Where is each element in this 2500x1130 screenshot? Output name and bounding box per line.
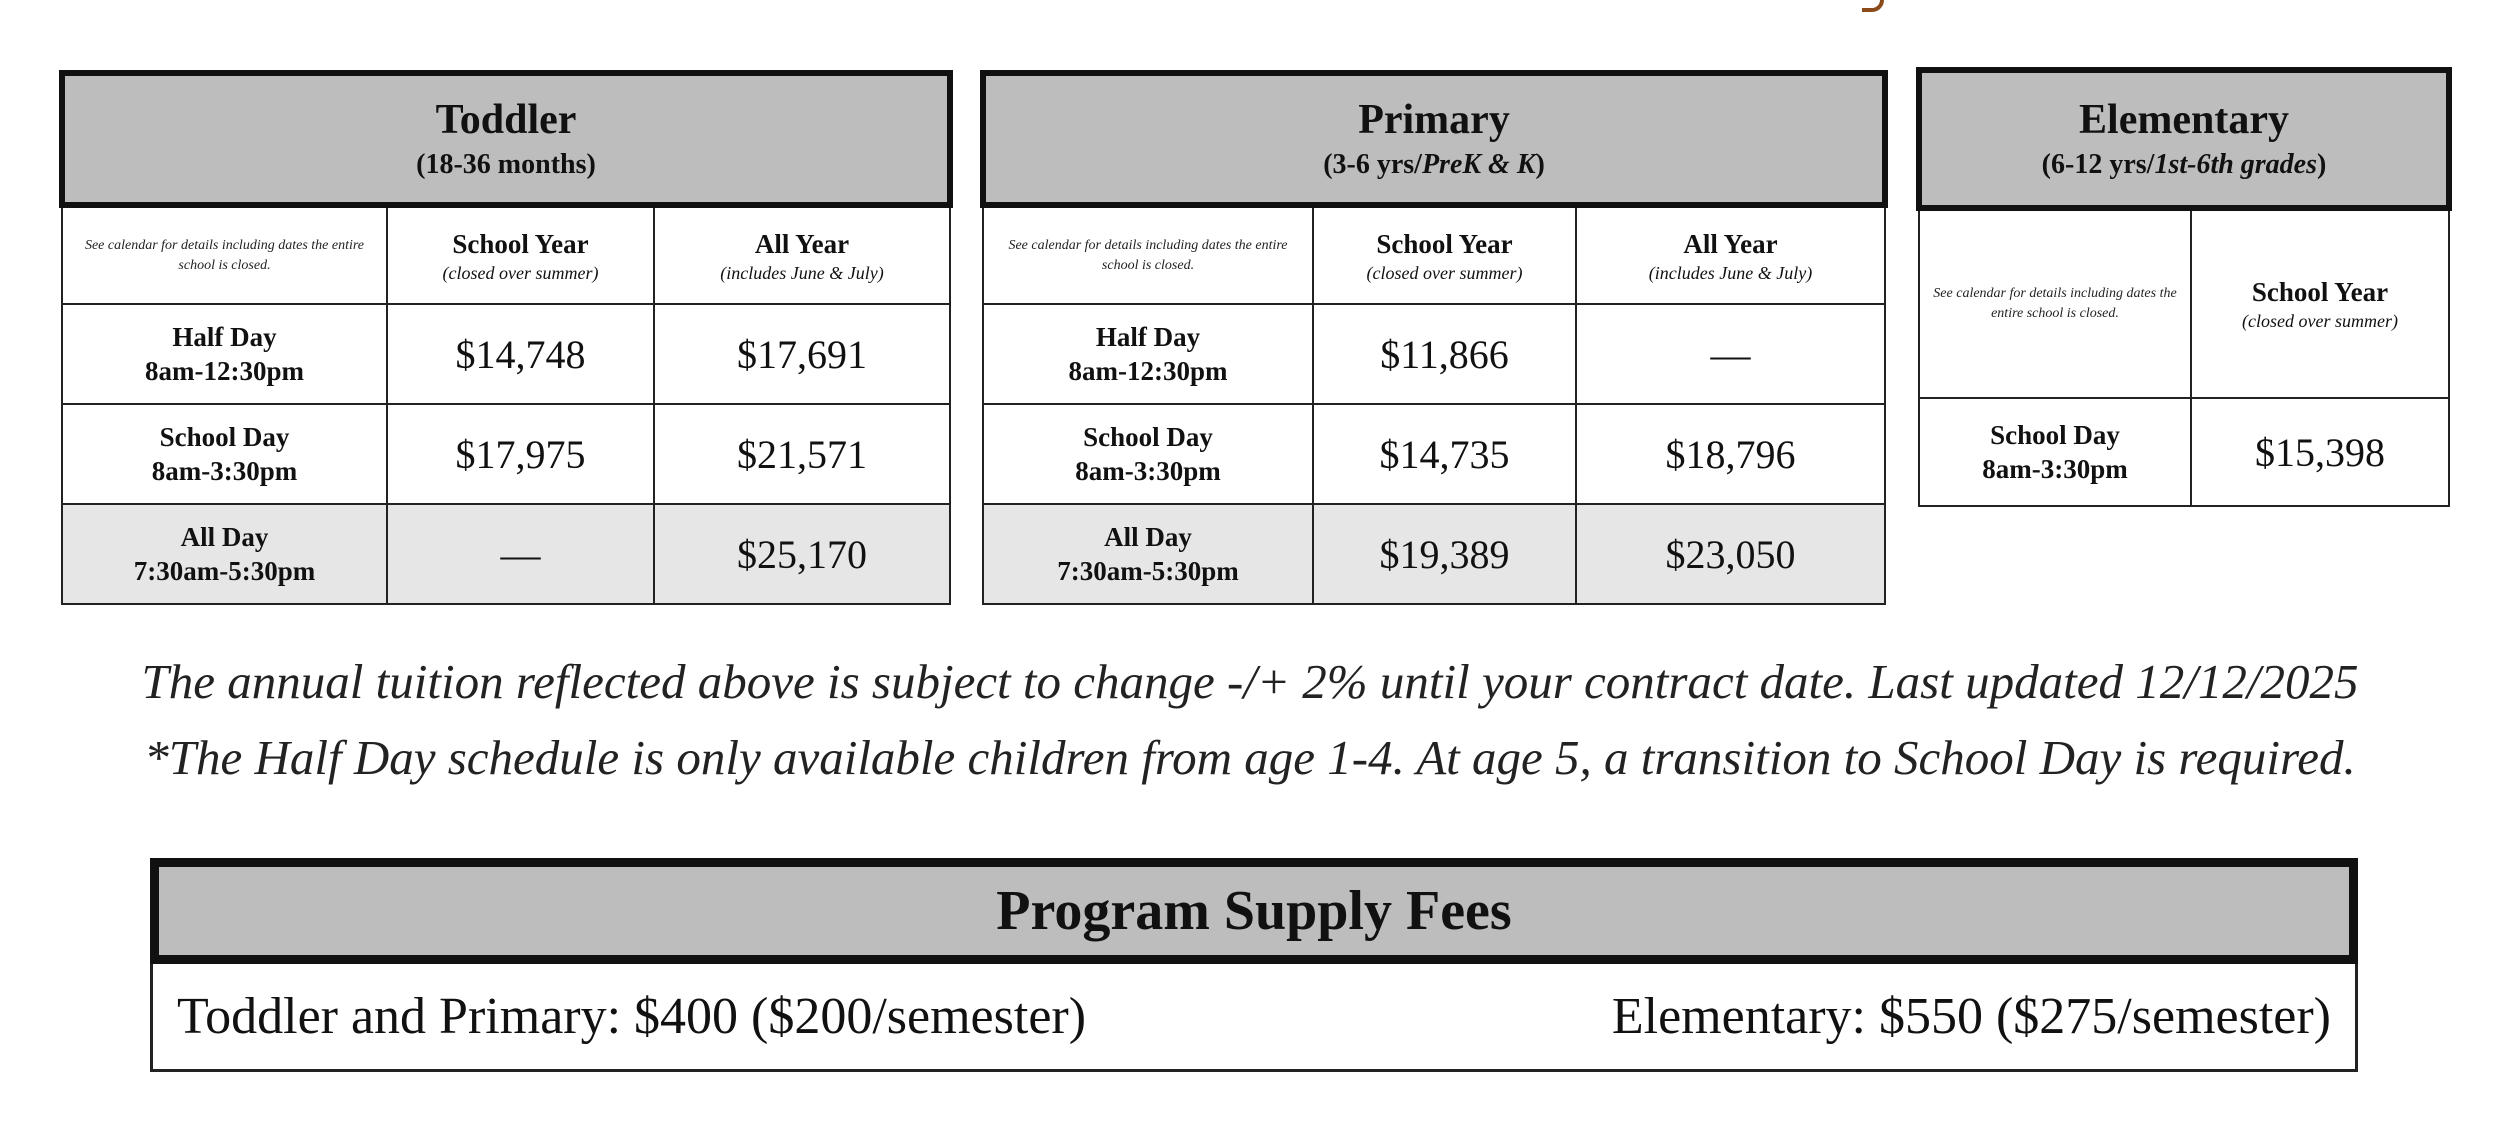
primary-title: Primary: [1358, 97, 1510, 143]
price-cell: $23,050: [1576, 504, 1885, 604]
price-cell: $18,796: [1576, 404, 1885, 504]
price-cell: $17,691: [654, 304, 950, 404]
program-supply-fees-title: Program Supply Fees: [150, 858, 2358, 964]
tuition-change-note: The annual tuition reflected above is subject to change -/+ 2% until your contract date. Last updated 12/12/2025: [141, 654, 2359, 709]
toddler-header: [62, 73, 950, 205]
elementary-tuition-table: [1916, 67, 2452, 507]
table-row: [62, 404, 950, 504]
elementary-subtitle: (6-12 yrs/1st-6th grades): [2041, 149, 2327, 180]
price-cell: $21,571: [654, 404, 950, 504]
toddler-primary-fee: Toddler and Primary: $400 ($200/semester): [177, 988, 1087, 1045]
calendar-note: See calendar for details including dates the entire school is closed.: [1919, 208, 2191, 398]
price-cell: $14,735: [1313, 404, 1576, 504]
table-row: [983, 304, 1885, 404]
column-header-school-year: School Year (closed over summer): [2191, 208, 2449, 398]
row-label-school-day: School Day 8am-3:30pm: [1919, 398, 2191, 506]
decorative-corner-mark: [1862, 0, 1884, 12]
half-day-note: *The Half Day schedule is only available children from age 1-4. At age 5, a transition to School Day is required.: [144, 730, 2356, 785]
row-label-half-day: Half Day 8am-12:30pm: [62, 304, 387, 404]
row-label-school-day: School Day 8am-3:30pm: [62, 404, 387, 504]
program-supply-fees-body: [150, 964, 2358, 1072]
row-label-half-day: Half Day 8am-12:30pm: [983, 304, 1313, 404]
elementary-title: Elementary: [2079, 97, 2289, 143]
table-row: [62, 304, 950, 404]
price-cell: —: [1576, 304, 1885, 404]
program-supply-fees-box: [150, 858, 2358, 1072]
calendar-note: See calendar for details including dates the entire school is closed.: [983, 205, 1313, 304]
table-row: [62, 504, 950, 604]
price-cell: $19,389: [1313, 504, 1576, 604]
column-header-school-year: School Year (closed over summer): [1313, 205, 1576, 304]
price-cell: —: [387, 504, 654, 604]
table-row: [1919, 398, 2449, 506]
price-cell: $17,975: [387, 404, 654, 504]
primary-header: [983, 73, 1885, 205]
calendar-note: See calendar for details including dates the entire school is closed.: [62, 205, 387, 304]
price-cell: $15,398: [2191, 398, 2449, 506]
primary-subtitle: (3-6 yrs/PreK & K): [1323, 149, 1545, 180]
price-cell: $11,866: [1313, 304, 1576, 404]
row-label-all-day: All Day 7:30am-5:30pm: [62, 504, 387, 604]
toddler-subtitle: (18-36 months): [416, 149, 596, 180]
row-label-school-day: School Day 8am-3:30pm: [983, 404, 1313, 504]
price-cell: $25,170: [654, 504, 950, 604]
price-cell: $14,748: [387, 304, 654, 404]
column-header-all-year: All Year (includes June & July): [1576, 205, 1885, 304]
toddler-tuition-table: [59, 70, 953, 605]
elementary-header: [1919, 70, 2449, 208]
column-header-all-year: All Year (includes June & July): [654, 205, 950, 304]
toddler-title: Toddler: [435, 97, 577, 143]
primary-tuition-table: [980, 70, 1888, 605]
table-row: [983, 504, 1885, 604]
elementary-fee: Elementary: $550 ($275/semester): [1611, 988, 2331, 1045]
column-header-school-year: School Year (closed over summer): [387, 205, 654, 304]
table-row: [983, 404, 1885, 504]
row-label-all-day: All Day 7:30am-5:30pm: [983, 504, 1313, 604]
